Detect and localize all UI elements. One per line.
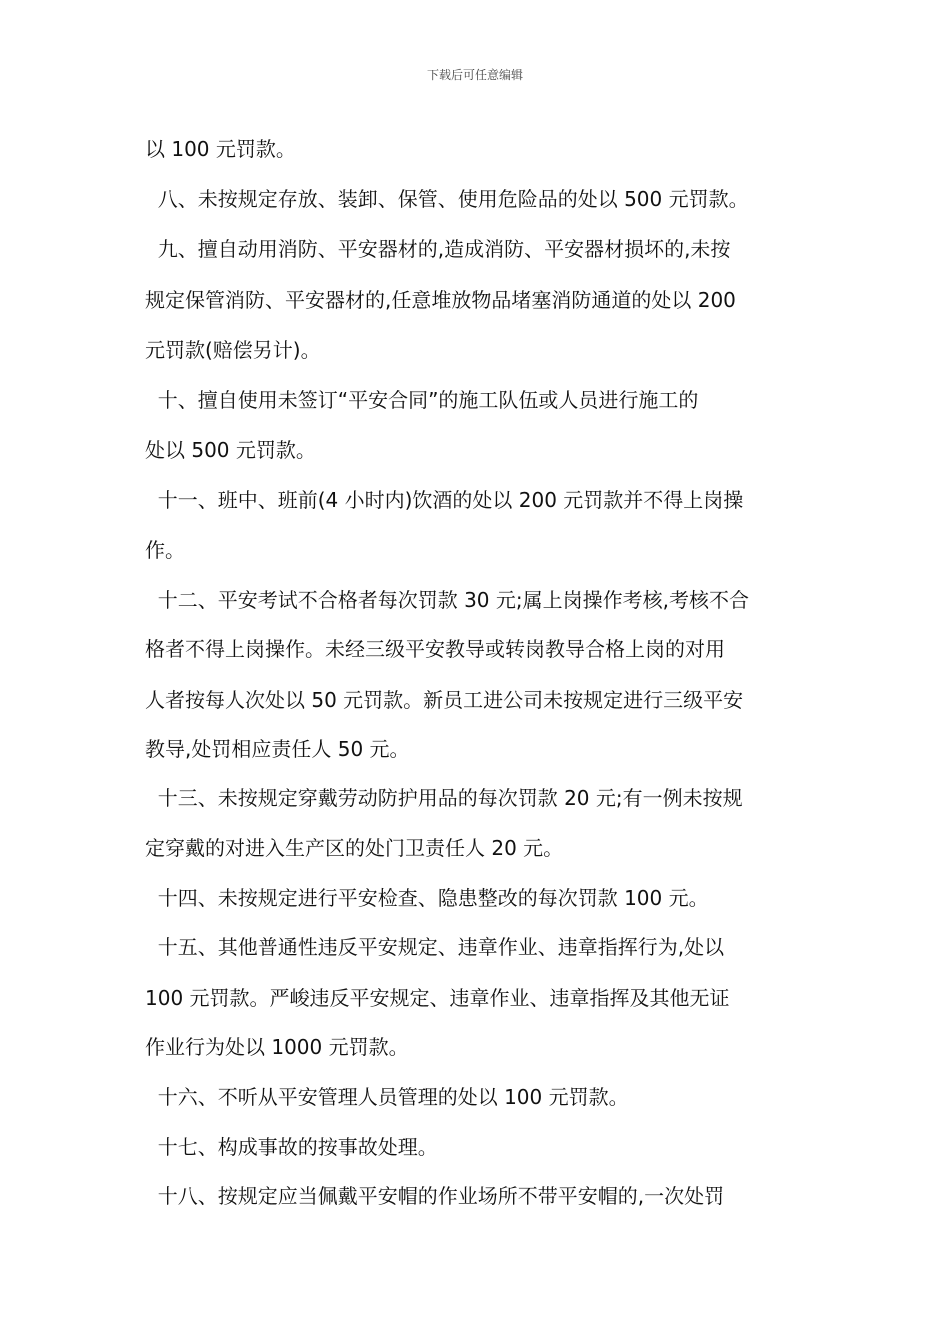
text-line: 十二、平安考试不合格者每次罚款 30 元;属上岗操作考核,考核不合 [145,588,749,612]
text-line: 规定保管消防、平安器材的,任意堆放物品堵塞消防通道的处以 200 [145,288,736,312]
text-line: 定穿戴的对进入生产区的处门卫责任人 20 元。 [145,836,564,860]
text-line: 格者不得上岗操作。未经三级平安教导或转岗教导合格上岗的对用 [145,637,725,661]
text-line: 八、未按规定存放、装卸、保管、使用危险品的处以 500 元罚款。 [145,187,749,211]
text-line: 处以 500 元罚款。 [145,438,316,462]
text-line: 十五、其他普通性违反平安规定、违章作业、违章指挥行为,处以 [145,935,725,959]
text-line: 十一、班中、班前(4 小时内)饮酒的处以 200 元罚款并不得上岗操 [145,488,744,512]
text-line: 教导,处罚相应责任人 50 元。 [145,737,410,761]
text-line: 人者按每人次处以 50 元罚款。新员工进公司未按规定进行三级平安 [145,688,744,712]
text-line: 作业行为处以 1000 元罚款。 [145,1035,409,1059]
text-line: 十八、按规定应当佩戴平安帽的作业场所不带平安帽的,一次处罚 [145,1184,725,1208]
header-note: 下载后可任意编辑 [426,68,523,82]
text-line: 十六、不听从平安管理人员管理的处以 100 元罚款。 [145,1085,629,1109]
text-line: 100 元罚款。严峻违反平安规定、违章作业、违章指挥及其他无证 [145,986,730,1010]
text-line: 十三、未按规定穿戴劳动防护用品的每次罚款 20 元;有一例未按规 [145,786,743,810]
text-line: 作。 [145,538,185,562]
text-line: 十七、构成事故的按事故处理。 [145,1135,438,1159]
text-line: 十四、未按规定进行平安检查、隐患整改的每次罚款 100 元。 [145,886,709,910]
text-line: 元罚款(赔偿另计)。 [145,338,321,362]
text-line: 以 100 元罚款。 [145,137,296,161]
text-line: 十、擅自使用未签订“平安合同”的施工队伍或人员进行施工的 [145,388,699,412]
text-line: 九、擅自动用消防、平安器材的,造成消防、平安器材损坏的,未按 [145,237,731,261]
